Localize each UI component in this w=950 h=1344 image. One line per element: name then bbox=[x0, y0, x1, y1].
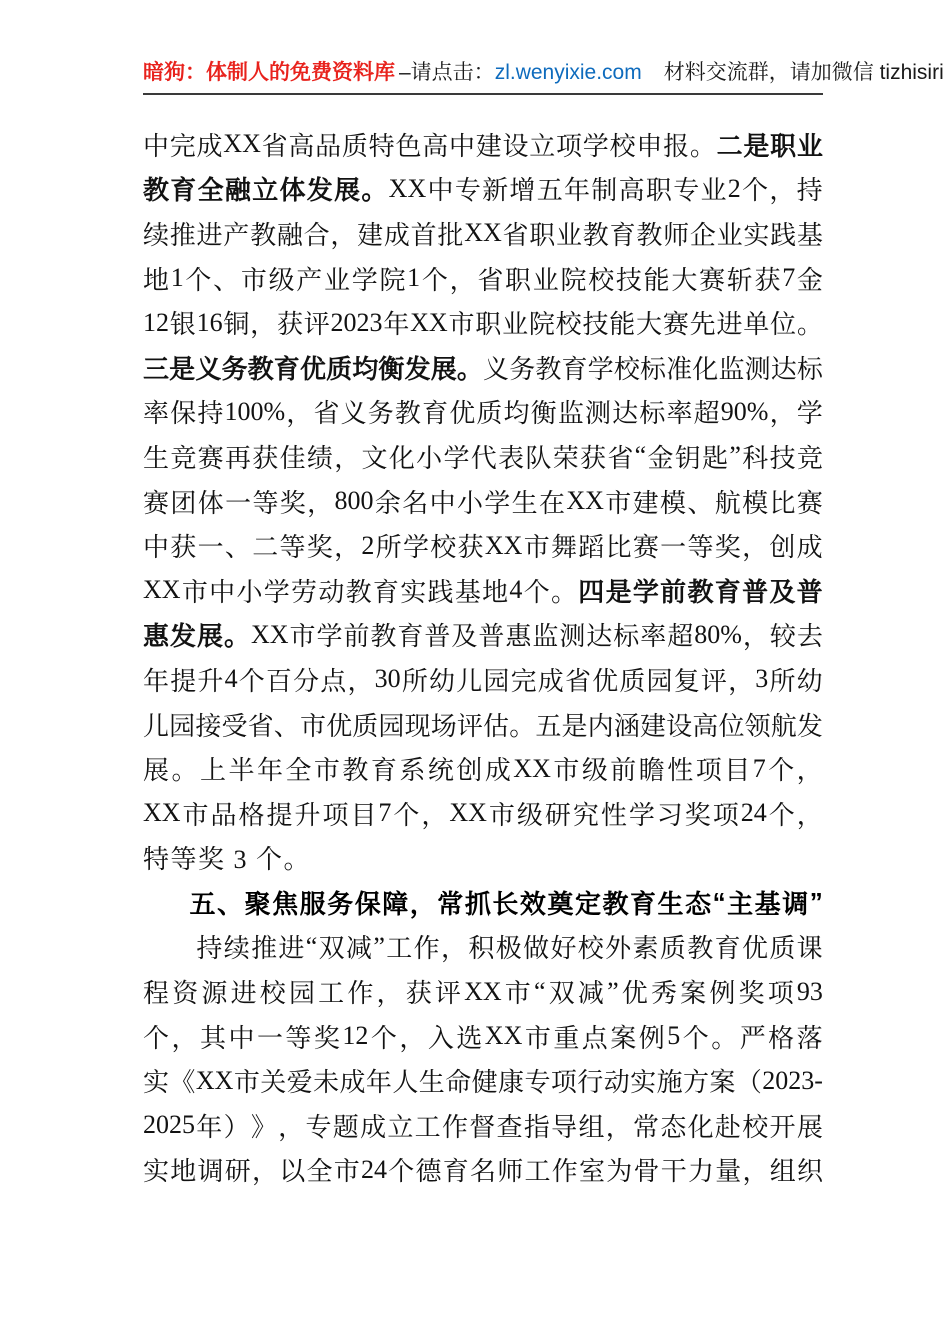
text-line: 持 续 推 进 “ 双 减 ” 工 作 ， 积 极 做 好 校 外 素 质 教 育 优 质 课 bbox=[143, 925, 823, 970]
section-heading: 五 、 聚 焦 服 务 保 障 ， 常 抓 长 效 奠 定 教 育 生 态 “ 主 基 调 ” bbox=[143, 880, 823, 925]
contact-note: 材料交流群，请加微信 tizhisiri bbox=[663, 61, 944, 84]
first-line-indent bbox=[143, 902, 188, 903]
text-line: 率 保 持 100% ， 省 义 务 教 育 优 质 均 衡 监 测 达 标 率 超 90% ， 学 bbox=[143, 396, 823, 429]
text-line: 12 银 16 铜 ， 获 评 2023 年 XX 市 职 业 院 校 技 能 大 赛 先 进 单 位 。 bbox=[143, 307, 823, 340]
text-line: 程 资 源 进 校 园 工 作 ， 获 评 XX 市 “ 双 减 ” 优 秀 案 例 奖 项 93 bbox=[143, 976, 823, 1009]
text-line: 2025 年 ） 》 ， 专 题 成 立 工 作 督 查 指 导 组 ， 常 态 化 赴 校 开 展 bbox=[143, 1110, 823, 1142]
text-line: 实 《 XX 市 关 爱 未 成 年 人 生 命 健 康 专 项 行 动 实 施 方 案 （ 2023- bbox=[143, 1065, 823, 1098]
text-line: 教 育 全 融 立 体 发 展 。 XX 中 专 新 增 五 年 制 高 职 专 业 2 个 ， 持 bbox=[143, 173, 823, 206]
click-prompt-text: –请点击： bbox=[399, 61, 495, 84]
text-line: 续 推 进 产 教 融 合 ， 建 成 首 批 XX 省 职 业 教 育 教 师 企 业 实 践 基 bbox=[143, 218, 823, 250]
text-line: 儿 园 接 受 省 、 市 优 质 园 现 场 评 估 。 五 是 内 涵 建 设 高 位 领 航 发 bbox=[143, 711, 823, 741]
resource-link[interactable]: zl.wenyixie.com bbox=[494, 61, 642, 84]
text-line: 实 地 调 研 ， 以 全 市 24 个 德 育 名 师 工 作 室 为 骨 干 力 量 ， 组 织 bbox=[143, 1154, 823, 1187]
text-line: 生 竞 赛 再 获 佳 绩 ， 文 化 小 学 代 表 队 荣 获 省 “ 金 钥 匙 ” 科 技 竞 bbox=[143, 441, 823, 473]
text-line: 中 完 成 XX 省 高 品 质 特 色 高 中 建 设 立 项 学 校 申 报 。 二 是 职 业 bbox=[143, 129, 823, 161]
text-line: 年 提 升 4 个 百 分 点 ， 30 所 幼 儿 园 完 成 省 优 质 园 复 评 ， 3 所 幼 bbox=[143, 664, 823, 696]
text-line: 赛 团 体 一 等 奖 ， 800 余 名 中 小 学 生 在 XX 市 建 模 、 航 模 比 赛 bbox=[143, 486, 823, 518]
first-line-indent bbox=[143, 946, 195, 947]
text-line: 中 获 一 、 二 等 奖 ， 2 所 学 校 获 XX 市 舞 蹈 比 赛 一 等 奖 ， 创 成 bbox=[143, 530, 823, 563]
text-line: 特等奖 3 个。 bbox=[143, 845, 312, 875]
text-line: XX 市 品 格 提 升 项 目 7 个 ， XX 市 级 研 究 性 学 习 奖 项 24 个 ， bbox=[143, 798, 823, 830]
text-line: XX 市 中 小 学 劳 动 教 育 实 践 基 地 4 个 。 四 是 学 前 教 育 普 及 普 bbox=[143, 575, 823, 607]
text-line: 展 。 上 半 年 全 市 教 育 系 统 创 成 XX 市 级 前 瞻 性 项 目 7 个 ， bbox=[143, 753, 823, 786]
header-banner bbox=[143, 60, 944, 95]
text-line: 个 ， 其 中 一 等 奖 12 个 ， 入 选 XX 市 重 点 案 例 5 个 。 严 格 落 bbox=[143, 1021, 823, 1053]
document-body bbox=[143, 122, 823, 1192]
text-line: 地 1 个 、 市 级 产 业 学 院 1 个 ， 省 职 业 院 校 技 能 大 赛 斩 获 7 金 bbox=[143, 263, 823, 295]
text-line: 三 是 义 务 教 育 优 质 均 衡 发 展 。 义 务 教 育 学 校 标 准 化 监 测 达 标 bbox=[143, 354, 823, 384]
brand-label: 暗狗：体制人的免费资料库 bbox=[143, 61, 395, 84]
text-line: 惠 发 展 。 XX 市 学 前 教 育 普 及 普 惠 监 测 达 标 率 超 80% ， 较 去 bbox=[143, 619, 823, 652]
